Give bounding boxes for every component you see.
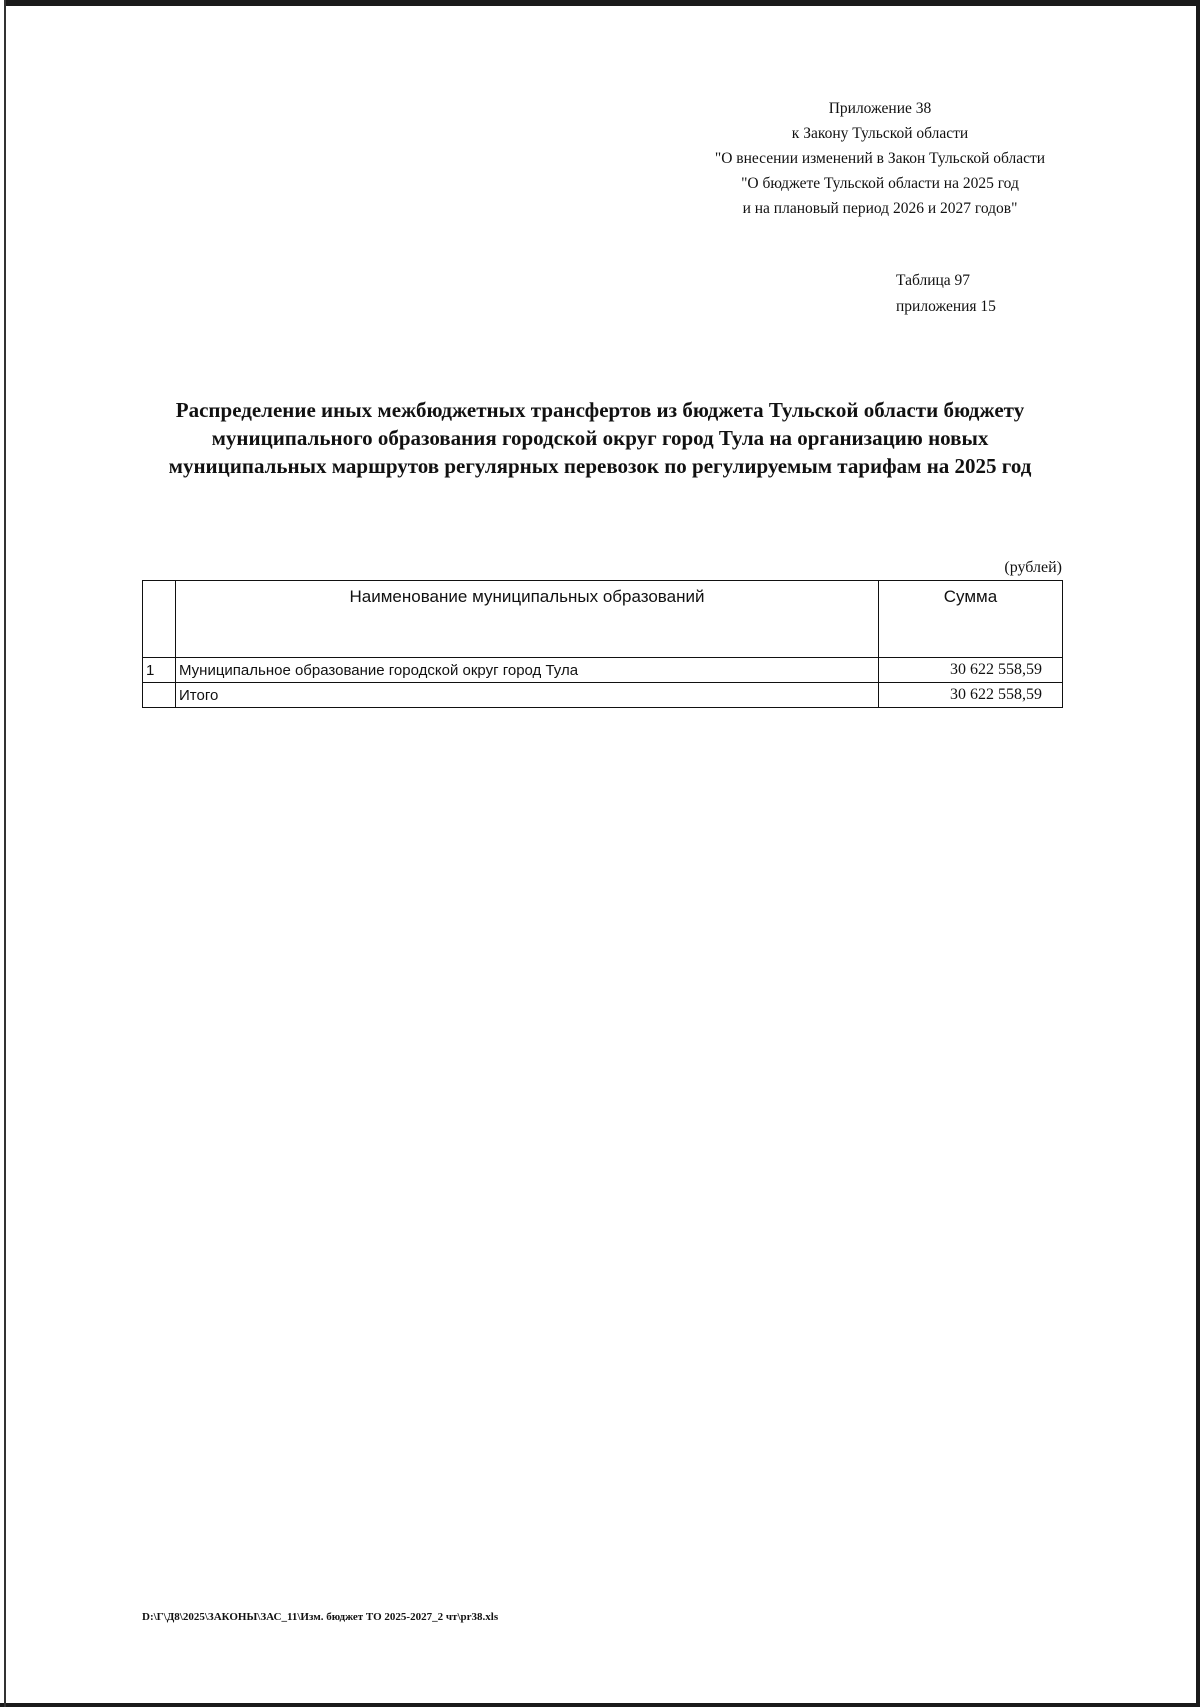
total-num bbox=[143, 683, 176, 708]
document-title bbox=[140, 396, 1060, 480]
appendix-line-3: "О внесении изменений в Закон Тульской области bbox=[714, 150, 1046, 167]
appendix-line-5: и на плановый период 2026 и 2027 годов" bbox=[742, 200, 1018, 217]
header-sum: Сумма bbox=[879, 581, 1063, 658]
appendix-line-4: "О бюджете Тульской области на 2025 год bbox=[741, 175, 1019, 192]
appendix-reference-block bbox=[690, 96, 1070, 221]
scan-border-top bbox=[4, 0, 1196, 6]
row-name: Муниципальное образование городской округ город Тула bbox=[176, 658, 879, 683]
total-sum: 30 622 558,59 bbox=[879, 683, 1063, 708]
appendix-line-2: к Закону Тульской области bbox=[791, 125, 969, 142]
total-label: Итого bbox=[176, 683, 879, 708]
table-row bbox=[143, 658, 1063, 683]
table-total-row bbox=[143, 683, 1063, 708]
title-line-1: Распределение иных межбюджетных трансфертов из бюджета Тульской области бюджету bbox=[175, 398, 1025, 422]
table-appendix: приложения 15 bbox=[896, 298, 996, 315]
appendix-line-1: Приложение 38 bbox=[828, 100, 932, 117]
table-header-row bbox=[143, 581, 1063, 658]
title-line-2: муниципального образования городской округ город Тула на организацию новых bbox=[211, 426, 989, 450]
title-line-3: муниципальных маршрутов регулярных перевозок по регулируемым тарифам на 2025 год bbox=[168, 454, 1032, 478]
row-num: 1 bbox=[143, 658, 176, 683]
file-path-footer: D:\Г\Д8\2025\ЗАКОНЫ\ЗАС_11\Изм. бюджет ТО 2025-2027_2 чт\pr38.xls bbox=[142, 1611, 499, 1623]
header-name: Наименование муниципальных образований bbox=[176, 581, 879, 658]
distribution-table bbox=[142, 580, 1063, 708]
table-number: Таблица 97 bbox=[896, 272, 971, 289]
header-num bbox=[143, 581, 176, 658]
row-sum: 30 622 558,59 bbox=[879, 658, 1063, 683]
scan-border-bottom bbox=[0, 1703, 1200, 1707]
units-label: (рублей) bbox=[1004, 559, 1062, 576]
scan-border-left bbox=[4, 0, 6, 1707]
table-reference-block bbox=[896, 268, 996, 320]
scan-border-right bbox=[1196, 0, 1200, 1707]
